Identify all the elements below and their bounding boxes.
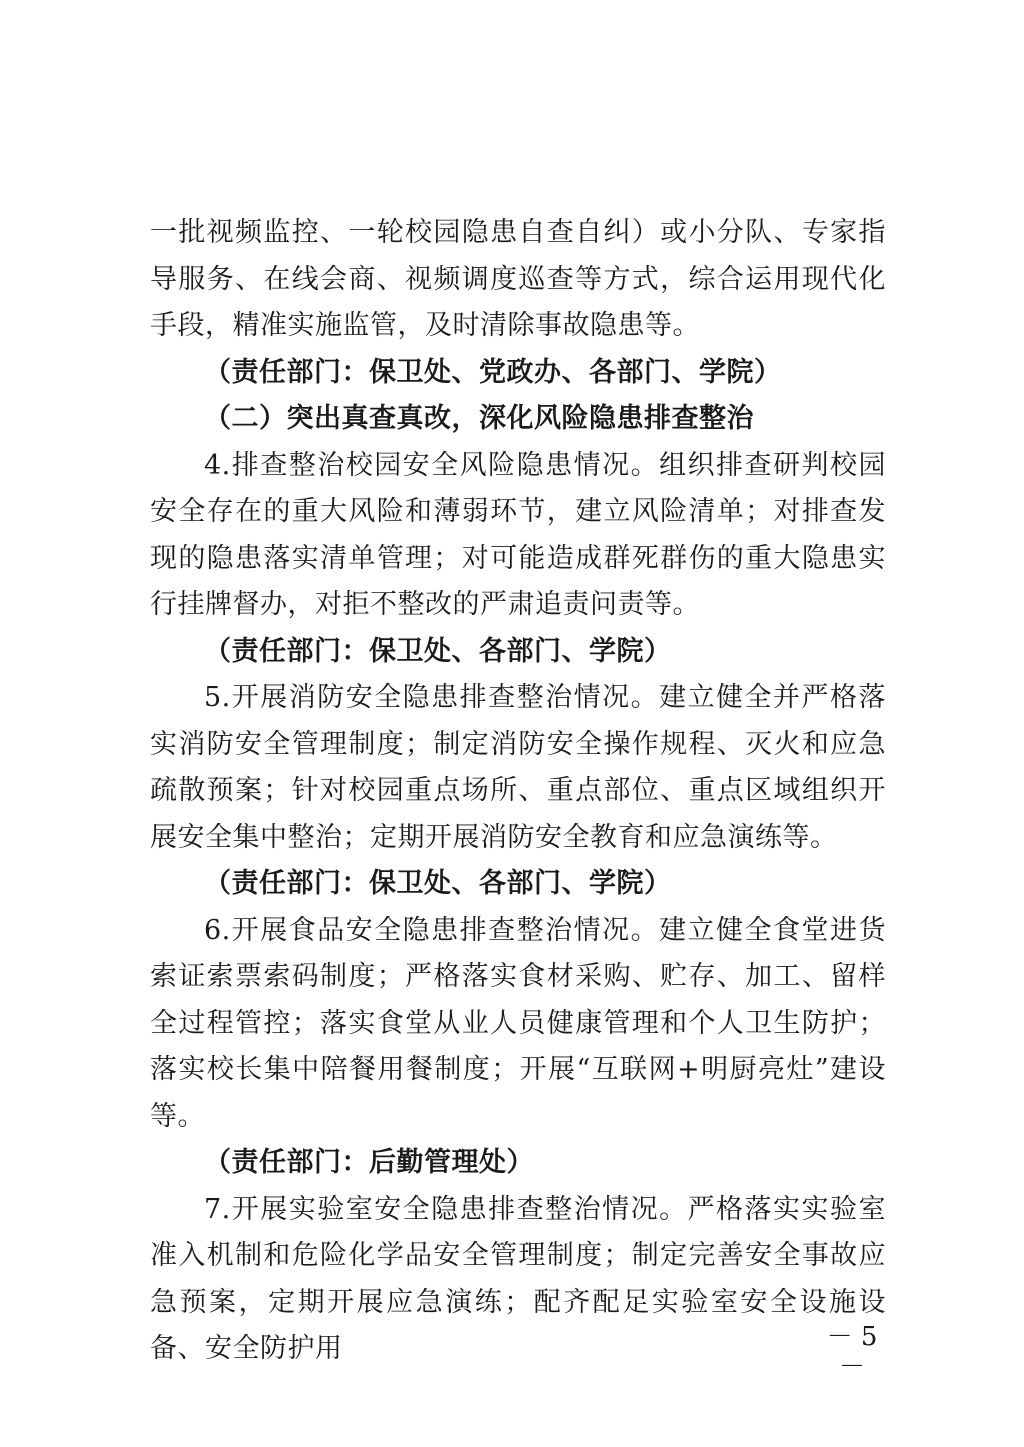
responsibility-note: （责任部门：保卫处、各部门、学院） [204, 868, 672, 899]
paragraph-item-6: 6.开展食品安全隐患排查整治情况。建立健全食堂进货索证索票索码制度；严格落实食材采购、贮存、加工、留样全过程管控；落实食堂从业人员健康管理和个人卫生防护；落实校长集中陪餐用餐制度；开展“互联网+明厨亮灶”建设等。 [150, 914, 886, 1132]
section-heading: （二）突出真查真改，深化风险隐患排查整治 [204, 403, 754, 434]
document-body [150, 210, 886, 1373]
paragraph-item-7: 7.开展实验室安全隐患排查整治情况。严格落实实验室准入机制和危险化学品安全管理制度；制定完善安全事故应急预案，定期开展应急演练；配齐配足实验室安全设施设备、安全防护用 [150, 1193, 886, 1364]
responsibility-note: （责任部门：后勤管理处） [204, 1147, 534, 1178]
paragraph-continuation: 一批视频监控、一轮校园隐患自查自纠）或小分队、专家指导服务、在线会商、视频调度巡查等方式，综合运用现代化手段，精准实施监管，及时清除事故隐患等。 [150, 217, 886, 341]
responsibility-note: （责任部门：保卫处、党政办、各部门、学院） [204, 356, 782, 388]
paragraph-item-5: 5.开展消防安全隐患排查整治情况。建立健全并严格落实消防安全管理制度；制定消防安全操作规程、灭火和应急疏散预案；针对校园重点场所、重点部位、重点区域组织开展安全集中整治；定期开展消防安全教育和应急演练等。 [150, 682, 886, 853]
paragraph-item-4: 4.排查整治校园安全风险隐患情况。组织排查研判校园安全存在的重大风险和薄弱环节，建立风险清单；对排查发现的隐患落实清单管理；对可能造成群死群伤的重大隐患实行挂牌督办，对拒不整改的严肃追责问责等。 [150, 449, 886, 620]
responsibility-note: （责任部门：保卫处、各部门、学院） [204, 635, 672, 667]
page-number: － 5 － [826, 1322, 878, 1382]
